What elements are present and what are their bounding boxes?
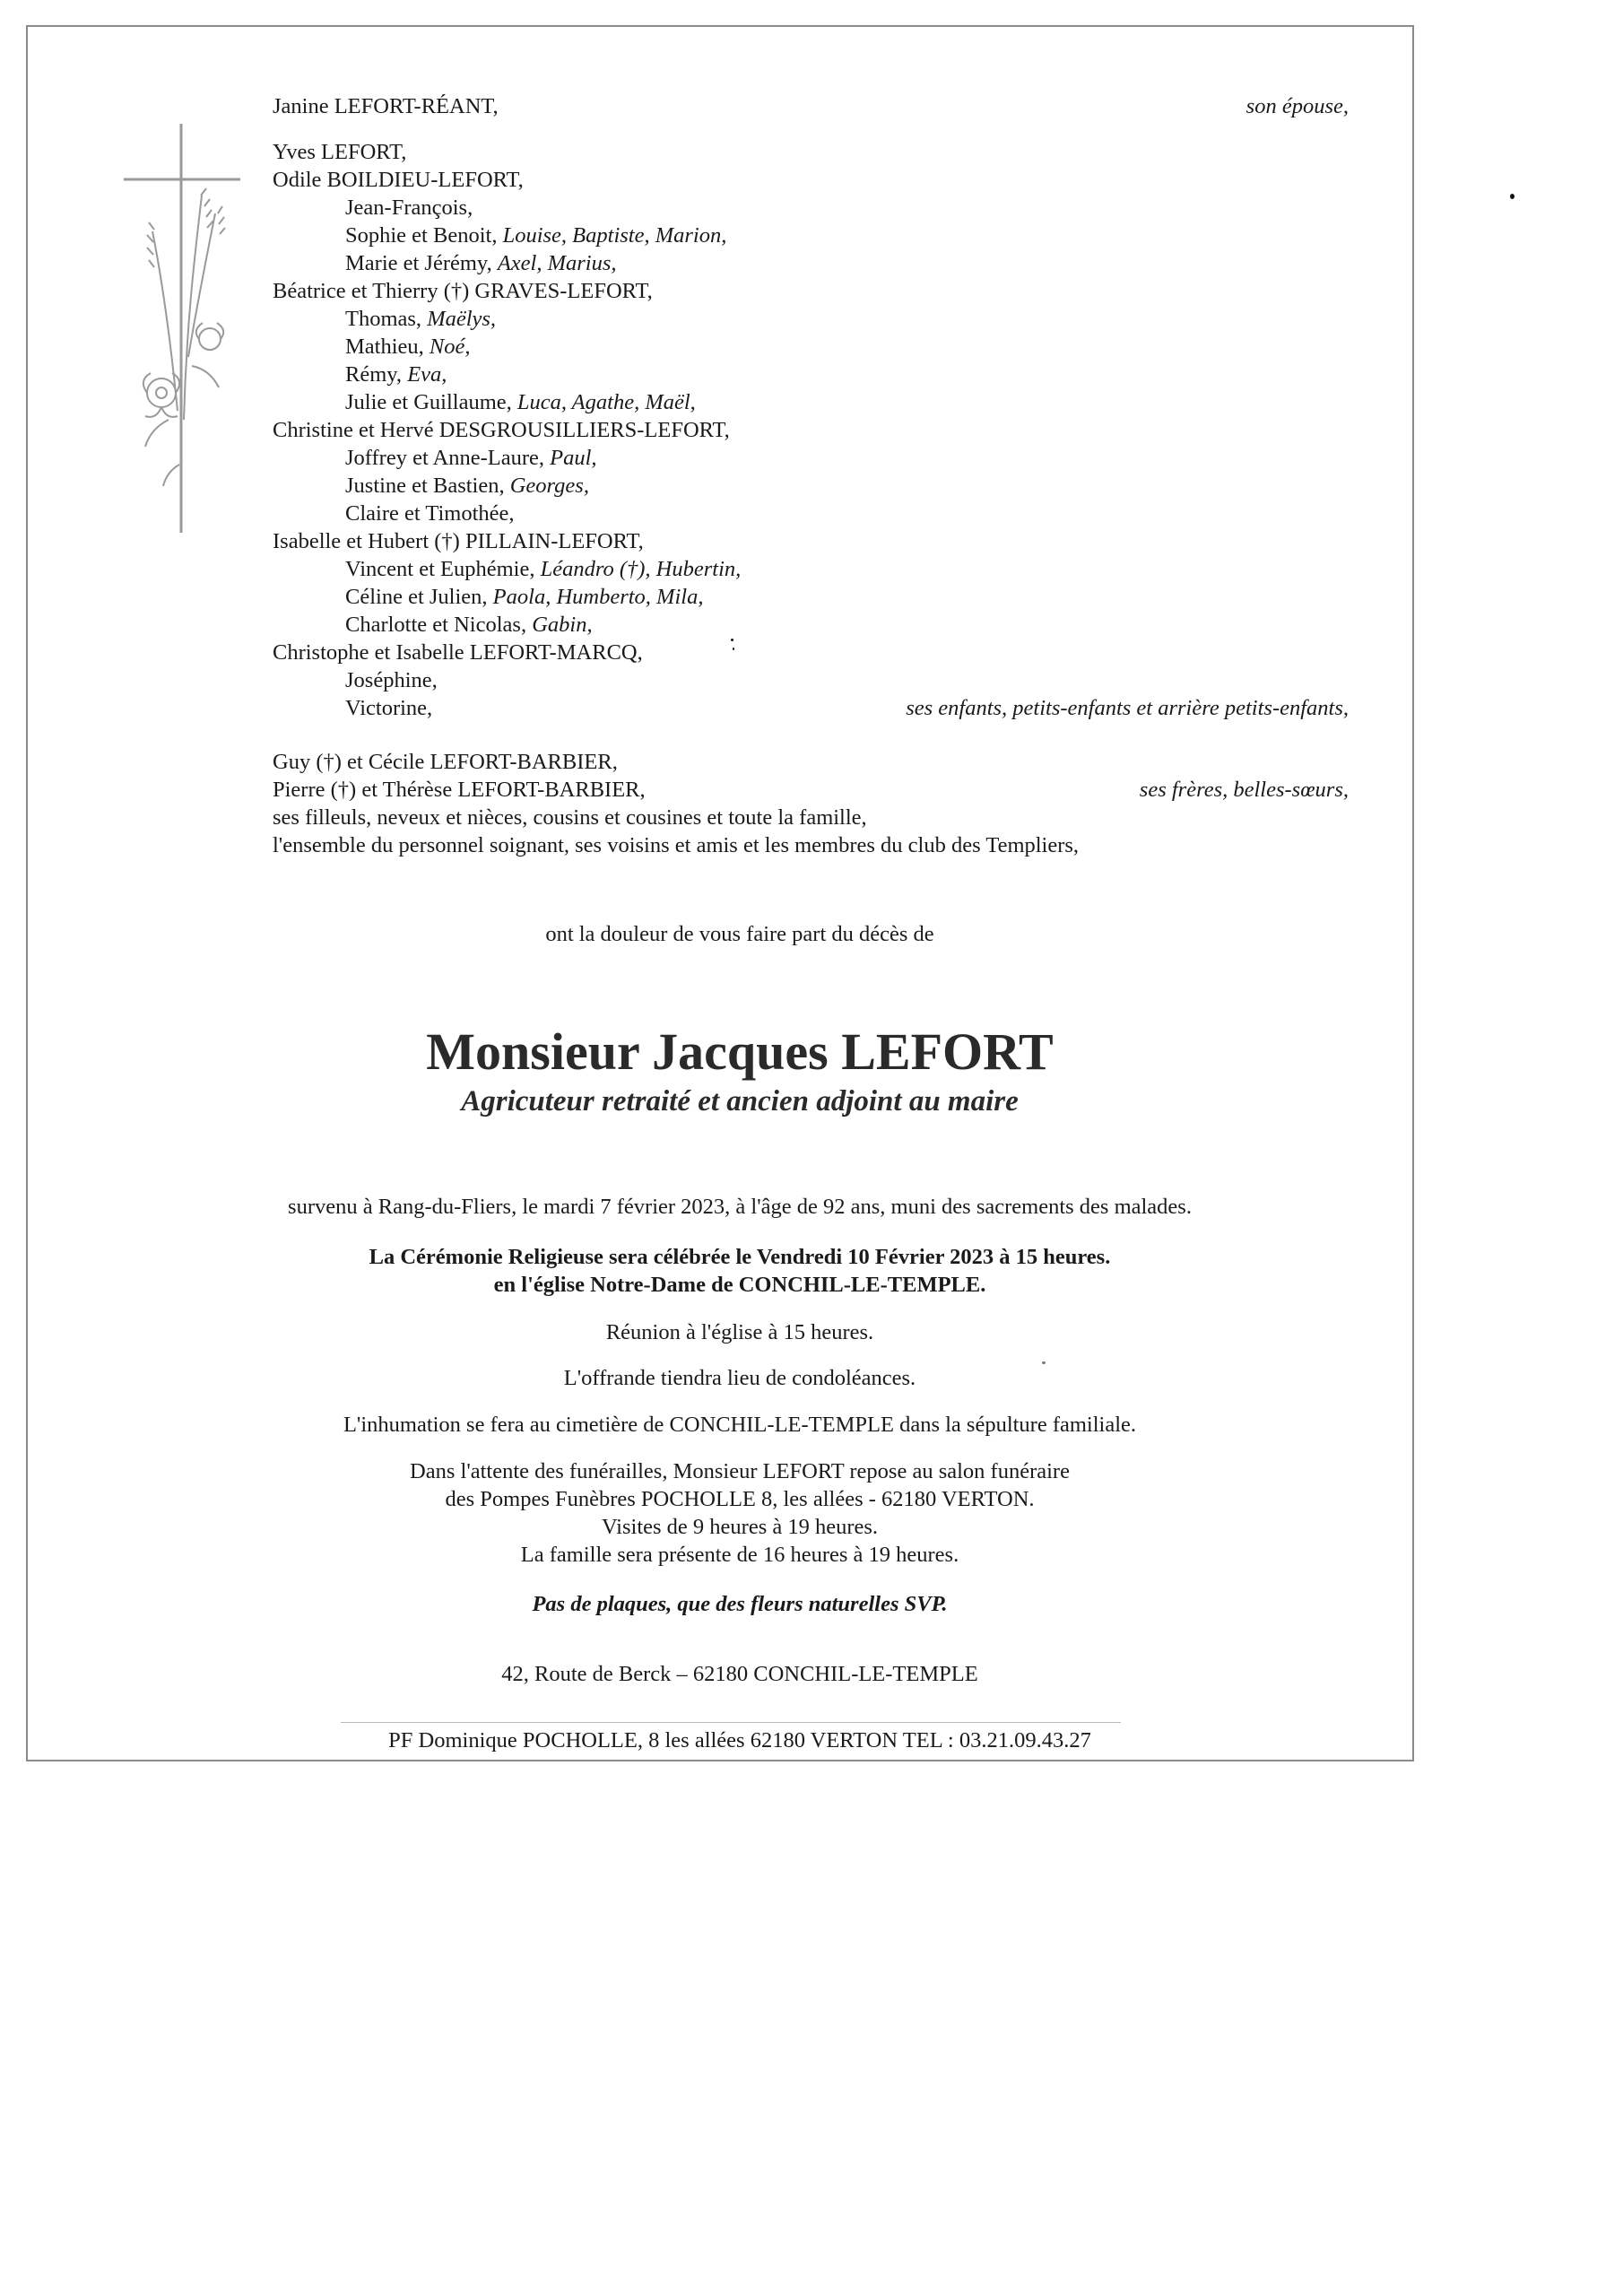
family-line: l'ensemble du personnel soignant, ses voisins et amis et les membres du club des Templiers, xyxy=(273,833,1080,857)
viewing-line: des Pompes Funèbres POCHOLLE 8, les allées - 62180 VERTON. xyxy=(445,1487,1035,1511)
family-line: Odile BOILDIEU-LEFORT, xyxy=(273,168,524,192)
announcement: ont la douleur de vous faire part du décès de xyxy=(545,922,934,946)
family-line: Thomas, Maëlys, xyxy=(345,307,497,331)
family-line: Sophie et Benoit, Louise, Baptiste, Marion, xyxy=(345,223,727,248)
footer-divider xyxy=(341,1722,1121,1723)
relation-spouse: son épouse, xyxy=(1245,94,1349,118)
family-line: Céline et Julien, Paola, Humberto, Mila, xyxy=(345,585,704,609)
viewing-line: Visites de 9 heures à 19 heures. xyxy=(601,1515,879,1539)
family-line: Janine LEFORT-RÉANT, xyxy=(273,94,499,118)
family-line: Justine et Bastien, Georges, xyxy=(345,474,589,498)
death-notice: survenu à Rang-du-Fliers, le mardi 7 février 2023, à l'âge de 92 ans, muni des sacrements des malades. xyxy=(288,1195,1192,1219)
family-line: Marie et Jérémy, Axel, Marius, xyxy=(345,251,617,275)
deceased-name: Monsieur Jacques LEFORT xyxy=(426,1022,1054,1081)
ceremony-church: en l'église Notre-Dame de CONCHIL-LE-TEMPLE. xyxy=(493,1273,986,1297)
family-line: Charlotte et Nicolas, Gabin, xyxy=(345,613,593,637)
scan-speck xyxy=(1042,1361,1046,1364)
relation-children: ses enfants, petits-enfants et arrière petits-enfants, xyxy=(906,696,1349,720)
family-line: Victorine, xyxy=(345,696,433,720)
family-line: Rémy, Eva, xyxy=(345,362,447,387)
viewing-line: Dans l'attente des funérailles, Monsieur LEFORT repose au salon funéraire xyxy=(410,1459,1070,1483)
family-line: Joséphine, xyxy=(345,668,438,692)
burial-info: L'inhumation se fera au cimetière de CONCHIL-LE-TEMPLE dans la sépulture familiale. xyxy=(343,1413,1137,1437)
flowers-note: Pas de plaques, que des fleurs naturelles SVP. xyxy=(532,1592,948,1616)
viewing-line: La famille sera présente de 16 heures à 19 heures. xyxy=(520,1543,959,1567)
family-line: Julie et Guillaume, Luca, Agathe, Maël, xyxy=(345,390,696,414)
family-line: Claire et Timothée, xyxy=(345,501,515,526)
cross-icon xyxy=(117,124,251,533)
scan-speck xyxy=(1510,194,1515,199)
family-line: Christine et Hervé DESGROUSILLIERS-LEFORT, xyxy=(273,418,730,442)
family-line: Guy (†) et Cécile LEFORT-BARBIER, xyxy=(273,750,618,774)
family-line: Christophe et Isabelle LEFORT-MARCQ, xyxy=(273,640,643,665)
scan-speck xyxy=(731,639,733,641)
meeting-info: Réunion à l'église à 15 heures. xyxy=(605,1320,874,1344)
offering-info: L'offrande tiendra lieu de condoléances. xyxy=(563,1366,916,1390)
family-line: Vincent et Euphémie, Léandro (†), Hubertin, xyxy=(345,557,742,581)
family-line: Béatrice et Thierry (†) GRAVES-LEFORT, xyxy=(273,279,653,303)
family-line: Mathieu, Noé, xyxy=(345,335,471,359)
family-line: Joffrey et Anne-Laure, Paul, xyxy=(345,446,597,470)
family-line: Isabelle et Hubert (†) PILLAIN-LEFORT, xyxy=(273,529,644,553)
family-address: 42, Route de Berck – 62180 CONCHIL-LE-TEMPLE xyxy=(501,1662,978,1686)
family-line: Yves LEFORT, xyxy=(273,140,407,164)
ceremony-line: La Cérémonie Religieuse sera célébrée le Vendredi 10 Février 2023 à 15 heures. xyxy=(369,1245,1111,1269)
scan-speck xyxy=(733,648,734,650)
deceased-profession: Agricuteur retraité et ancien adjoint au maire xyxy=(461,1085,1019,1118)
funeral-home-footer: PF Dominique POCHOLLE, 8 les allées 62180 VERTON TEL : 03.21.09.43.27 xyxy=(388,1728,1091,1752)
family-line: Pierre (†) et Thérèse LEFORT-BARBIER, xyxy=(273,778,646,802)
family-line: Jean-François, xyxy=(345,196,473,220)
relation-siblings: ses frères, belles-sœurs, xyxy=(1139,778,1349,802)
family-line: ses filleuls, neveux et nièces, cousins et cousines et toute la famille, xyxy=(273,805,867,830)
